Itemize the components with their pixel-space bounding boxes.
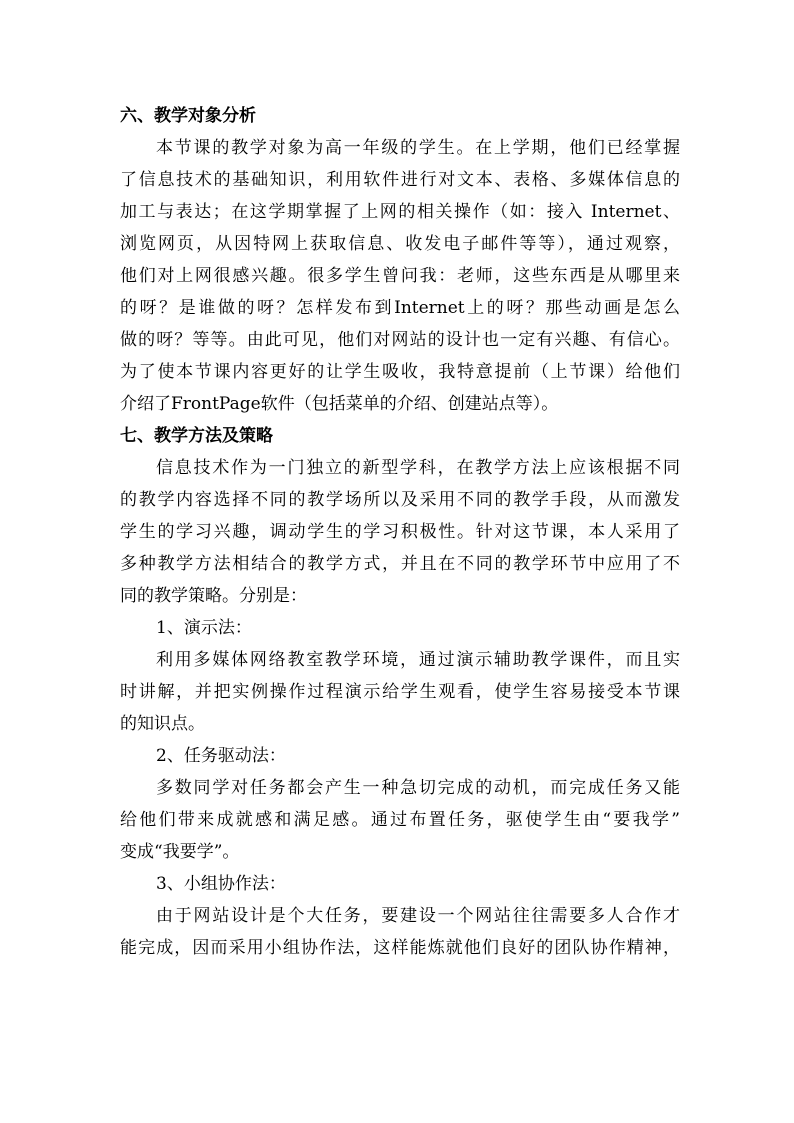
paragraph-line: 做的呀？等等。由此可见，他们对网站的设计也一定有兴趣、有信心。 bbox=[120, 330, 680, 350]
paragraph-line: 了信息技术的基础知识，利用软件进行对文本、表格、多媒体信息的 bbox=[120, 170, 680, 190]
paragraph-line: 信息技术作为一门独立的新型学科，在教学方法上应该根据不同 bbox=[156, 458, 680, 478]
paragraph-line: 多种教学方法相结合的教学方式，并且在不同的教学环节中应用了不 bbox=[120, 554, 680, 574]
paragraph-line: 利用多媒体网络教室教学环境，通过演示辅助教学课件，而且实 bbox=[156, 650, 680, 670]
paragraph-line: 介绍了FrontPage软件（包括菜单的介绍、创建站点等）。 bbox=[120, 394, 559, 414]
paragraph-line: 时讲解，并把实例操作过程演示给学生观看，使学生容易接受本节课 bbox=[120, 682, 680, 702]
paragraph-line: 给他们带来成就感和满足感。通过布置任务，驱使学生由“要我学” bbox=[120, 810, 680, 830]
paragraph-line: 加工与表达；在这学期掌握了上网的相关操作（如：接入 Internet、 bbox=[120, 202, 680, 222]
paragraph-line: 为了使本节课内容更好的让学生吸收，我特意提前（上节课）给他们 bbox=[120, 362, 680, 382]
method-paragraph-demonstration bbox=[120, 644, 680, 740]
paragraph-line: 由于网站设计是个大任务，要建设一个网站往往需要多人合作才 bbox=[156, 906, 680, 926]
section-heading-student-analysis: 六、教学对象分析 bbox=[120, 106, 256, 126]
method-title-group-collaboration: 3、小组协作法： bbox=[156, 874, 286, 894]
method-title-task-driven: 2、任务驱动法： bbox=[156, 746, 286, 766]
paragraph-line: 本节课的教学对象为高一年级的学生。在上学期，他们已经掌握 bbox=[156, 138, 680, 158]
paragraph-line: 能完成，因而采用小组协作法，这样能炼就他们良好的团队协作精神， bbox=[120, 938, 680, 958]
section-heading-teaching-methods: 七、教学方法及策略 bbox=[120, 426, 273, 446]
student-analysis-paragraph bbox=[120, 132, 680, 420]
paragraph-line: 学生的学习兴趣，调动学生的学习积极性。针对这节课，本人采用了 bbox=[120, 522, 680, 542]
paragraph-line: 他们对上网很感兴趣。很多学生曾问我：老师，这些东西是从哪里来 bbox=[120, 266, 680, 286]
document-content bbox=[120, 100, 680, 964]
paragraph-line: 同的教学策略。分别是： bbox=[120, 586, 307, 606]
teaching-methods-intro-paragraph bbox=[120, 452, 680, 612]
method-title-demonstration: 1、演示法： bbox=[156, 618, 252, 638]
paragraph-line: 浏览网页，从因特网上获取信息、收发电子邮件等等），通过观察， bbox=[120, 234, 680, 254]
paragraph-line: 的知识点。 bbox=[120, 714, 205, 734]
method-paragraph-group-collaboration bbox=[120, 900, 680, 964]
paragraph-line: 多数同学对任务都会产生一种急切完成的动机，而完成任务又能 bbox=[156, 778, 680, 798]
paragraph-line: 的教学内容选择不同的教学场所以及采用不同的教学手段，从而激发 bbox=[120, 490, 680, 510]
paragraph-line: 的呀？是谁做的呀？怎样发布到Internet上的呀？那些动画是怎么 bbox=[120, 298, 680, 318]
method-paragraph-task-driven bbox=[120, 772, 680, 868]
paragraph-line: 变成“我要学”。 bbox=[120, 842, 240, 862]
